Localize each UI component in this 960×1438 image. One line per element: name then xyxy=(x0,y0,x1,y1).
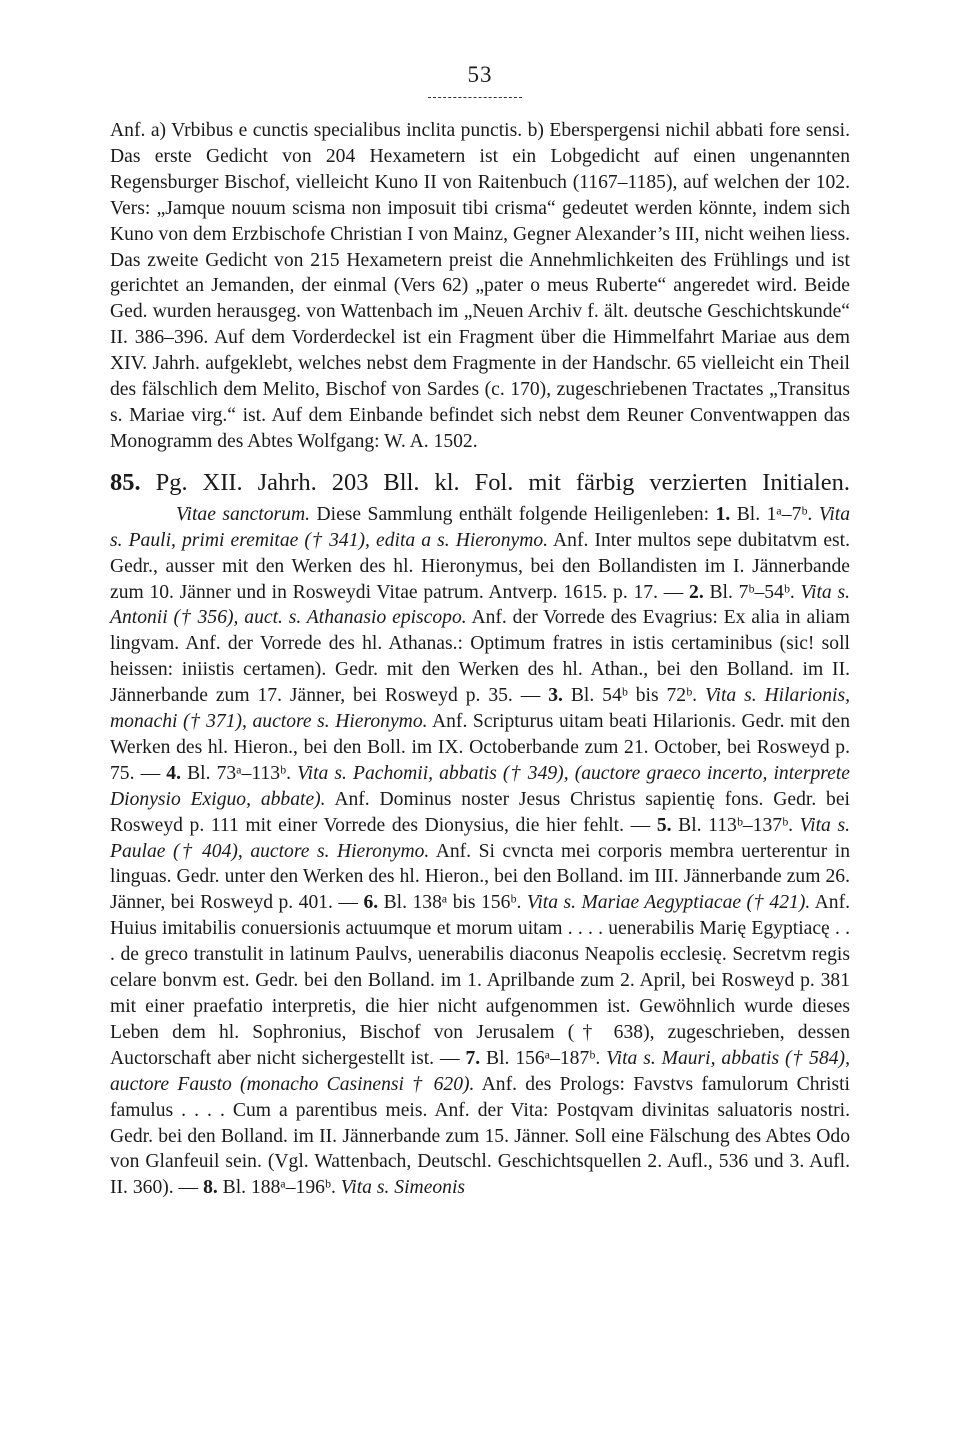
text-run: Anf. Scripturus uitam beati Hilarionis. Gedr. mit den Werken des hl. Hieron., bei den Boll. im IX. Octoberbande zum 21. October, bei Rosweyd p. 75. — xyxy=(110,711,850,784)
text-run: Bl. 1ᵃ–7ᵇ. xyxy=(730,503,819,525)
entry-number: 85. xyxy=(110,468,141,496)
item-number: 4. xyxy=(166,762,181,784)
entry-heading-text: Pg. XII. Jahrh. 203 Bll. kl. Fol. mit färbig verzierten Initialen. xyxy=(155,468,851,496)
page-number: 53 xyxy=(467,62,493,87)
vita-title: Vita s. Pauli, primi eremitae († 341), edita a s. Hieronymo. xyxy=(110,503,851,551)
vita-title: Vita s. Hilarionis, monachi († 371), auctore s. Hieronymo. xyxy=(110,685,850,733)
paragraph-continuation: Anf. a) Vrbibus e cunctis specialibus inclita punctis. b) Eberspergensi nichil abbati fore sensi. Das erste Gedicht von 204 Hexametern ist ein Lobgedicht auf einen ungenannten Regensburger Bischof, vielleicht Kuno II von Raitenbuch (1167–1185), auf welchen der 102. Vers: „Jamque nouum scisma non imposuit tibi crisma“ gedeutet werden könnte, indem sich Kuno von dem Erzbischofe Christian I von Mainz, Gegner Alexander’s III, nicht weihen liess. Das zweite Gedicht von 215 Hexametern preist die Annehmlichkeiten des Frühlings und ist gerichtet an Jemanden, der einmal (Vers 62) „pater o meus Ruberte“ angeredet wird. Beide Ged. wurden herausgeg. von Wattenbach im „Neuen Archiv f. ält. deutsche Geschichtskunde“ II. 386–396. Auf dem Vorderdeckel ist ein Fragment über die Himmelfahrt Mariae aus dem XIV. Jahrh. aufgeklebt, welches nebst dem Fragmente in der Handschr. 65 vielleicht ein Theil des fälschlich dem Melito, Bischof von Sardes (c. 170), zugeschriebenen Tractates „Transitus s. Mariae virg.“ ist. Auf dem Einbande befindet sich nebst dem Reuner Conventwappen das Monogramm des Abtes Wolfgang: W. A. 1502. xyxy=(110,120,850,452)
text-run: Bl. 188ᵃ–196ᵇ. xyxy=(217,1177,341,1199)
item-number: 2. xyxy=(689,581,704,603)
text-run: Diese Sammlung enthält folgende Heiligenleben: xyxy=(310,503,716,525)
item-number: 5. xyxy=(656,814,672,836)
entry-description xyxy=(110,502,850,1201)
vita-title: Vita s. Paulae († 404), auctore s. Hieronymo. xyxy=(110,814,850,862)
entry-heading xyxy=(110,468,850,498)
item-number: 6. xyxy=(363,892,379,914)
text-body xyxy=(110,118,850,1201)
item-number: 3. xyxy=(548,685,563,707)
item-number: 7. xyxy=(465,1047,481,1069)
text-run: Bl. 7ᵇ–54ᵇ. xyxy=(703,581,801,603)
text-run: Bl. 156ᵃ–187ᵇ. xyxy=(480,1047,607,1069)
item-number: 8. xyxy=(203,1177,218,1199)
vita-title: Vita s. Antonii († 356), auct. s. Athanasio episcopo. xyxy=(110,581,850,629)
text-run: Anf. des Prologs: Favstvs famulorum Christi famulus . . . . Cum a parentibus meis. Anf. der Vita: Postqvam divinitas saluatoris nostri. Gedr. bei den Bolland. im II. Jännerbande zum 15. Jänner. Soll eine Fälschung des Abtes Odo von Glanfeuil sein. (Vgl. Wattenbach, Deutschl. Geschichtsquellen 2. Aufl., 536 und 3. Aufl. II. 360). — xyxy=(110,1073,850,1199)
text-run: Bl. 113ᵇ–137ᵇ. xyxy=(671,814,800,836)
text-run: Anf. Huius imitabilis conuersionis actuumque et morum uitam . . . . uenerabilis Marię Egyptiacę . . . de greco transtulit in latinum Paulvs, uenerabilis diaconus Neapolis ecclesię. Secretvm regis celare bonvm est. Gedr. bei den Bolland. im 1. Aprilbande zum 2. April, bei Rosweyd p. 381 mit einer praefatio interpretis, die hier nicht aufgenommen ist. Gewöhnlich wurde dieses Leben dem hl. Sophronius, Bischof von Jerusalem († 638), zugeschrieben, dessen Auctorschaft aber nicht sichergestellt ist. — xyxy=(110,892,850,1069)
text-run: Anf. Dominus noster Jesus Christus sapientię fons. Gedr. bei Rosweyd p. 111 mit einer Vorrede des Dionysius, die hier fehlt. — xyxy=(110,788,850,836)
entry-title: Vitae sanctorum. xyxy=(176,503,310,525)
vita-title: Vita s. Mauri, abbatis († 584), auctore Fausto (monacho Casinensi † 620). xyxy=(110,1047,850,1095)
text-run: Bl. 138ᵃ bis 156ᵇ. xyxy=(378,892,527,914)
item-number: 1. xyxy=(715,503,731,525)
text-run: Anf. Inter multos sepe dubitatvm est. Gedr., ausser mit den Werken des hl. Hieronymus, bei den Bollandisten im I. Jännerbande zum 10. Jänner und in Rosweydi Vitae patrum. Antverp. 1615. p. 17. — xyxy=(110,529,850,603)
text-run: Bl. 54ᵇ bis 72ᵇ. xyxy=(562,685,705,707)
page-number-rule xyxy=(428,97,522,98)
vita-title: Vita s. Simeonis xyxy=(340,1177,466,1199)
text-run: Bl. 73ᵃ–113ᵇ. xyxy=(181,762,298,784)
text-run: Anf. der Vorrede des Evagrius: Ex alia in aliam lingvam. Anf. der Vorrede des hl. Athanas.: Optimum fratres in istis certaminibus (sic! soll heissen: iniistis certamen). Gedr. mit den Werken des hl. Athan., bei den Bolland. im II. Jännerbande zum 17. Jänner, bei Rosweyd p. 35. — xyxy=(110,607,850,707)
vita-title: Vita s. Pachomii, abbatis († 349), (auctore graeco incerto, interprete Dionysio Exiguo, abbate). xyxy=(110,762,850,810)
text-run: Anf. Si cvncta mei corporis membra uerterentur in linguas. Gedr. unter den Werken des hl. Hieron., bei den Bolland. im III. Jännerbande zum 26. Jänner, bei Rosweyd p. 401. — xyxy=(110,840,850,914)
vita-title: Vita s. Mariae Aegyptiacae († 421). xyxy=(526,892,811,914)
